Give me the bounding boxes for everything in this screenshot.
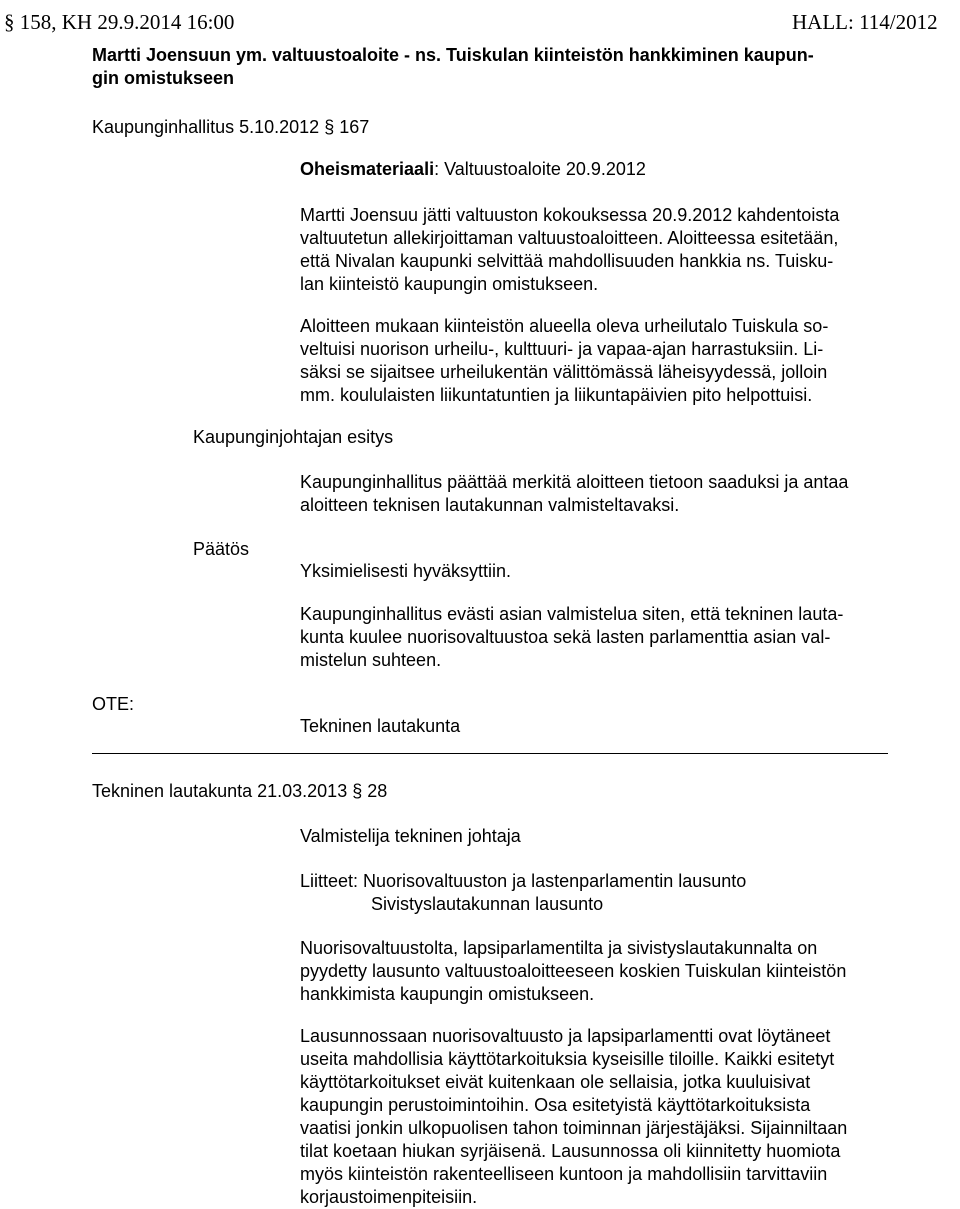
section-divider — [92, 753, 888, 754]
case-reference: HALL: 114/2012 — [792, 10, 938, 34]
attachments-line-2: Sivistyslautakunnan lausunto — [371, 894, 604, 914]
text-line: Martti Joensuu jätti valtuuston kokouksessa 20.9.2012 kahdentoista — [300, 205, 840, 225]
text-line: tilat koetaan hiukan syrjäisenä. Lausunnossa oli kiinnitetty huomiota — [300, 1141, 841, 1161]
text-line: säksi se sijaitsee urheilukentän välittömässä läheisyydessä, jolloin — [300, 362, 828, 382]
title-line: gin omistukseen — [92, 68, 235, 88]
text-line: että Nivalan kaupunki selvittää mahdollisuuden hankkia ns. Tuisku- — [300, 251, 834, 271]
text-line: veltuisi nuorison urheilu-, kulttuuri- ja vapaa-ajan harrastuksiin. Li- — [300, 339, 824, 359]
attachment-line — [300, 158, 646, 181]
text-line: valtuutetun allekirjoittaman valtuustoaloitteen. Aloitteessa esitetään, — [300, 228, 839, 248]
preparer: Valmistelija tekninen johtaja — [300, 826, 521, 846]
text-line: Nuorisovaltuustolta, lapsiparlamentilta ja sivistyslautakunnalta on — [300, 938, 818, 958]
kh-paragraph-1 — [300, 204, 839, 296]
text-line: korjaustoimenpiteisiin. — [300, 1187, 478, 1207]
text-line: käyttötarkoitukset eivät kuitenkaan ole sellaisia, jotka kuuluisivat — [300, 1072, 811, 1092]
text-line: pyydetty lausunto valtuustoaloitteeseen koskien Tuiskulan kiinteistön — [300, 961, 847, 981]
title-line: Martti Joensuun ym. valtuustoaloite - ns. Tuiskulan kiinteistön hankkiminen kaupun- — [92, 45, 814, 65]
ote-label: OTE: — [92, 694, 135, 714]
text-line: kunta kuulee nuorisovaltuustoa sekä lasten parlamenttia asian val- — [300, 627, 831, 647]
document-title — [92, 44, 814, 90]
text-line: mm. koululaisten liikuntatuntien ja liikuntapäivien pito helpottuisi. — [300, 385, 813, 405]
section-header: § 158, KH 29.9.2014 16:00 — [4, 10, 235, 34]
attachment-value: : Valtuustoaloite 20.9.2012 — [434, 159, 646, 179]
tl-paragraph-1 — [300, 937, 846, 1006]
text-line: hankkimista kaupungin omistukseen. — [300, 984, 595, 1004]
decision-label: Päätös — [193, 539, 250, 559]
text-line: lan kiinteistö kaupungin omistukseen. — [300, 274, 599, 294]
decision-extra — [300, 603, 843, 672]
text-line: Lausunnossaan nuorisovaltuusto ja lapsiparlamentti ovat löytäneet — [300, 1026, 831, 1046]
text-line: kaupungin perustoimintoihin. Osa esitetyistä käyttötarkoituksista — [300, 1095, 811, 1115]
text-line: useita mahdollisia käyttötarkoituksia kyseisille tiloille. Kaikki esitetyt — [300, 1049, 835, 1069]
tl-paragraph-2 — [300, 1025, 847, 1209]
ote-recipient: Tekninen lautakunta — [300, 716, 461, 736]
text-line: aloitteen teknisen lautakunnan valmisteltavaksi. — [300, 495, 680, 515]
text-line: Aloitteen mukaan kiinteistön alueella oleva urheilutalo Tuiskula so- — [300, 316, 829, 336]
proposal-label: Kaupunginjohtajan esitys — [193, 427, 394, 447]
proposal-text — [300, 471, 848, 517]
tl-meeting-heading: Tekninen lautakunta 21.03.2013 § 28 — [92, 781, 388, 801]
text-line: mistelun suhteen. — [300, 650, 442, 670]
attachment-label: Oheismateriaali — [300, 159, 435, 179]
text-line: Kaupunginhallitus evästi asian valmistelua siten, että tekninen lauta- — [300, 604, 844, 624]
text-line: Kaupunginhallitus päättää merkitä aloitteen tietoon saaduksi ja antaa — [300, 472, 849, 492]
text-line: vaatisi jonkin ulkopuolisen tahon toiminnan järjestäjäksi. Sijainniltaan — [300, 1118, 848, 1138]
kh-meeting-heading: Kaupunginhallitus 5.10.2012 § 167 — [92, 117, 370, 137]
kh-paragraph-2 — [300, 315, 828, 407]
decision-text: Yksimielisesti hyväksyttiin. — [300, 561, 512, 581]
text-line: myös kiinteistön rakenteelliseen kuntoon ja mahdollisiin tarvittaviin — [300, 1164, 828, 1184]
attachments-line-1: Liitteet: Nuorisovaltuuston ja lastenparlamentin lausunto — [300, 871, 747, 891]
